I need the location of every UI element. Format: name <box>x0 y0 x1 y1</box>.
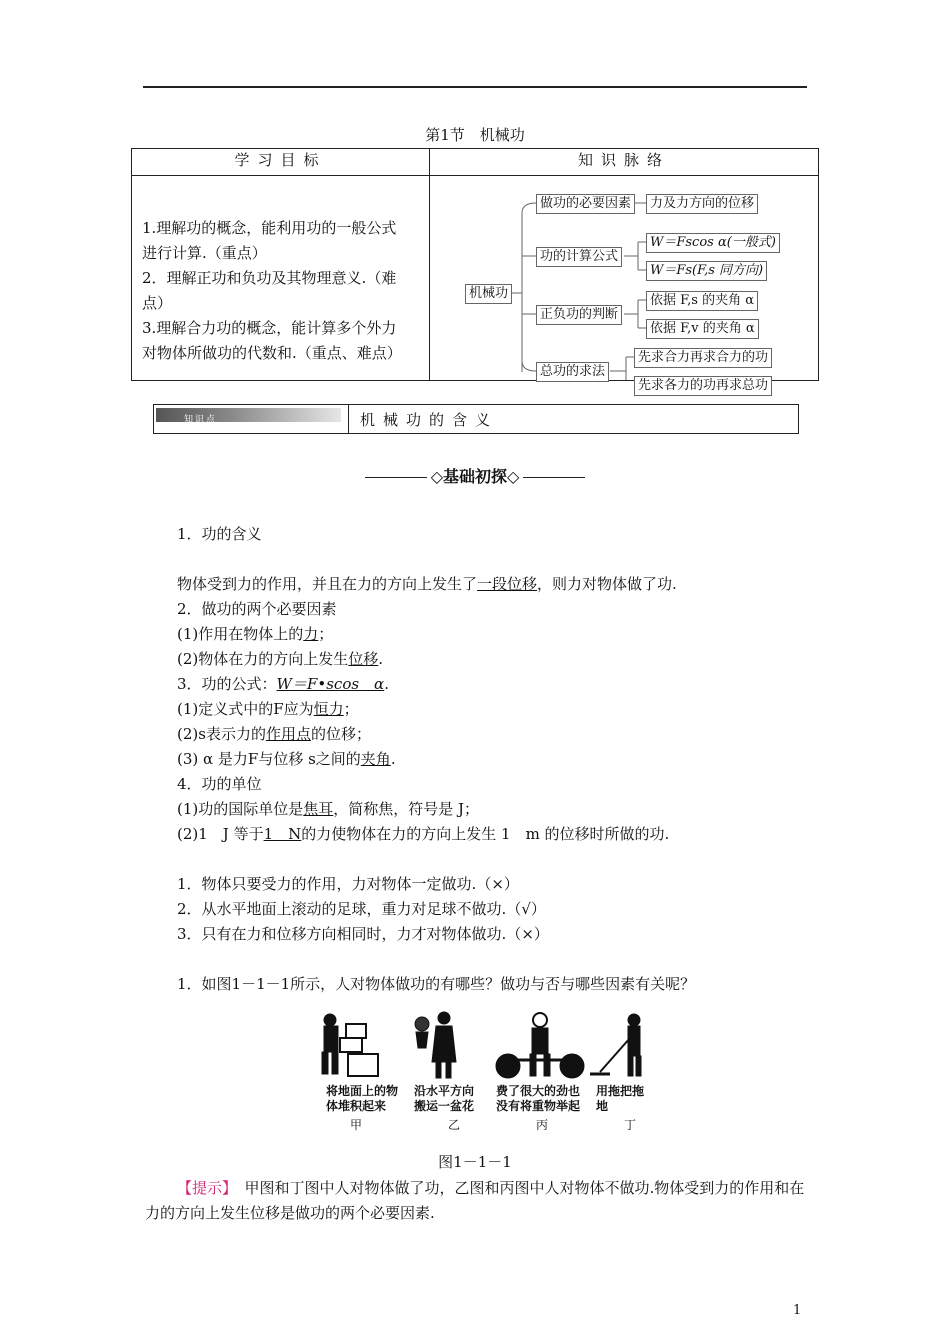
figure-label: 丁 <box>624 1118 637 1132</box>
answer-blank: 1 N <box>263 825 302 843</box>
map-leaf: 力及力方向的位移 <box>646 194 758 214</box>
goals-cell <box>132 176 430 381</box>
goal-line: 1.理解功的概念，能利用功的一般公式 <box>142 219 397 237</box>
paragraph: (1)作用在物体上的力； <box>177 625 334 643</box>
answer-blank: 恒力 <box>313 700 344 718</box>
answer-blank: W＝F•scos α <box>276 675 385 693</box>
item-heading: 2．做功的两个必要因素 <box>177 600 337 618</box>
figure-label: 丙 <box>536 1118 549 1132</box>
judgement-item: 2．从水平地面上滚动的足球，重力对足球不做功.（√） <box>177 900 546 918</box>
tip-paragraph <box>145 1176 810 1226</box>
answer-blank: 一段位移 <box>477 575 538 593</box>
goal-line: 对物体所做功的代数和.（重点、难点） <box>142 344 402 362</box>
item-heading: 4．功的单位 <box>177 775 262 793</box>
map-leaf: 依据 F,s 的夹角 α <box>646 291 758 311</box>
paragraph: (2)物体在力的方向上发生位移. <box>177 650 384 668</box>
map-leaf: 依据 F,v 的夹角 α <box>646 319 759 339</box>
figure-label: 甲 <box>350 1118 363 1132</box>
banner-tag <box>156 408 341 425</box>
map-leaf: 先求各力的功再求总功 <box>634 376 772 396</box>
figure-illustration <box>318 1010 648 1135</box>
answer-blank: 焦耳 <box>303 800 334 818</box>
map-branch: 总功的求法 <box>536 362 609 382</box>
banner-text: 机械功的含义 <box>360 411 499 429</box>
answer-blank: 夹角 <box>360 750 391 768</box>
tip-text: 甲图和丁图中人对物体做了功，乙图和丙图中人对物体不做功.物体受到力的作用和在力的方向上发生位移是做功的两个必要因素. <box>145 1179 805 1222</box>
mindmap-cell <box>430 176 819 393</box>
paragraph: (1)功的国际单位是焦耳，简称焦，符号是 J； <box>177 800 480 818</box>
paragraph: 物体受到力的作用，并且在力的方向上发生了一段位移，则力对物体做了功. <box>177 575 677 593</box>
map-branch: 正负功的判断 <box>536 305 622 325</box>
figure-caption: 用拖把拖地 <box>596 1084 645 1113</box>
section-title: 第1节 机械功 <box>425 126 525 144</box>
paragraph: (1)定义式中的F应为恒力； <box>177 700 359 718</box>
answer-blank: 作用点 <box>265 725 311 743</box>
map-branch: 功的计算公式 <box>536 247 622 267</box>
paragraph: 3．功的公式：W＝F•scos α. <box>177 675 389 693</box>
goals-header: 学习目标 <box>132 149 430 176</box>
map-leaf: 先求合力再求合力的功 <box>634 348 772 368</box>
figure-caption: 沿水平方向 搬运一盆花 <box>414 1084 475 1113</box>
section-heading-text: ◇基础初探◇ <box>430 467 520 486</box>
map-header: 知识脉络 <box>430 149 819 176</box>
judgement-item: 1．物体只要受力的作用，力对物体一定做功.（×） <box>177 875 519 893</box>
objectives-table <box>131 148 819 393</box>
map-leaf: W＝Fs(F,s 同方向) <box>646 261 767 281</box>
goal-line: 3.理解合力功的概念，能计算多个外力 <box>142 319 397 337</box>
figure-number: 图1－1－1 <box>438 1153 512 1171</box>
answer-blank: 位移 <box>348 650 379 668</box>
item-heading: 1．功的含义 <box>177 525 262 543</box>
tip-label: 【提示】 <box>177 1179 230 1197</box>
paragraph: (2)s表示力的作用点的位移； <box>177 725 371 743</box>
paragraph: (3) α 是力F与位移 s之间的夹角. <box>177 750 396 768</box>
map-branch: 做功的必要因素 <box>536 194 635 214</box>
paragraph: (2)1 J 等于1 N的力使物体在力的方向上发生 1 m 的位移时所做的功. <box>177 825 670 843</box>
banner-tag-text: 知识点 <box>184 415 218 425</box>
banner-divider <box>348 405 349 433</box>
page-number: 1 <box>793 1303 802 1318</box>
figure-caption: 将地面上的物 体堆积起来 <box>326 1084 399 1113</box>
figure-label: 乙 <box>448 1118 461 1132</box>
goal-line: 2．理解正功和负功及其物理意义.（难 <box>142 269 397 287</box>
judgement-item: 3．只有在力和位移方向相同时，力才对物体做功.（×） <box>177 925 549 943</box>
answer-blank: 力 <box>303 625 319 643</box>
topic-banner <box>153 404 799 434</box>
question: 1．如图1－1－1所示，人对物体做功的有哪些？做功与否与哪些因素有关呢？ <box>177 975 696 993</box>
mindmap <box>430 176 818 393</box>
work-examples-illustration <box>318 1010 648 1090</box>
section-heading <box>0 464 950 487</box>
goal-line: 点） <box>142 294 173 312</box>
header-rule <box>143 86 807 88</box>
map-leaf: W＝Fscos α(一般式) <box>646 233 780 253</box>
goal-line: 进行计算.（重点） <box>142 244 267 262</box>
map-root: 机械功 <box>465 284 512 304</box>
figure-caption: 费了很大的劲也 没有将重物举起 <box>496 1084 581 1113</box>
